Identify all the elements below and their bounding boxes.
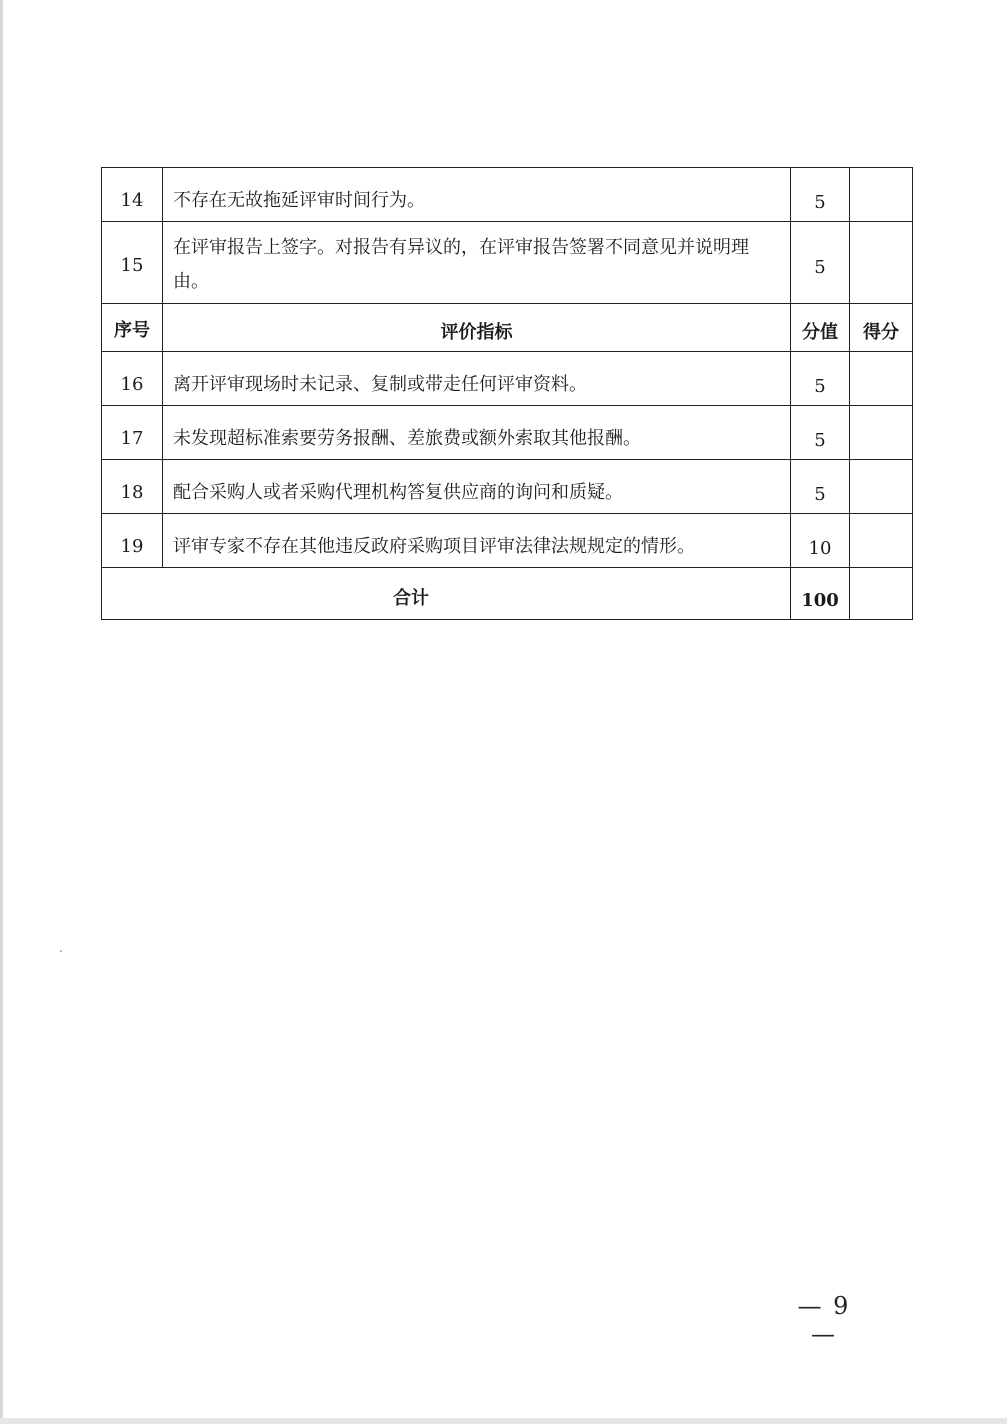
row-score-cell[interactable] (850, 460, 913, 514)
header-score: 得分 (850, 304, 913, 352)
table-row (102, 168, 913, 222)
row-number: 18 (102, 460, 163, 514)
row-indicator: 在评审报告上签字。对报告有异议的，在评审报告签署不同意见并说明理由。 (163, 222, 791, 304)
row-indicator: 评审专家不存在其他违反政府采购项目评审法律法规规定的情形。 (163, 514, 791, 568)
table-row (102, 406, 913, 460)
row-score-cell[interactable] (850, 168, 913, 222)
table-row (102, 222, 913, 304)
row-value: 5 (791, 352, 850, 406)
table-header-row (102, 304, 913, 352)
total-score-cell[interactable] (850, 568, 913, 620)
row-number: 16 (102, 352, 163, 406)
row-indicator: 不存在无故拖延评审时间行为。 (163, 168, 791, 222)
row-number: 15 (102, 222, 163, 304)
row-score-cell[interactable] (850, 352, 913, 406)
row-indicator: 配合采购人或者采购代理机构答复供应商的询问和质疑。 (163, 460, 791, 514)
scan-mark (60, 950, 62, 952)
row-indicator: 离开评审现场时未记录、复制或带走任何评审资料。 (163, 352, 791, 406)
row-score-cell[interactable] (850, 514, 913, 568)
total-value: 100 (791, 568, 850, 620)
row-number: 19 (102, 514, 163, 568)
row-value: 10 (791, 514, 850, 568)
page-number: — 9 — (797, 1292, 851, 1348)
header-value: 分值 (791, 304, 850, 352)
row-number: 14 (102, 168, 163, 222)
row-value: 5 (791, 168, 850, 222)
row-value: 5 (791, 460, 850, 514)
header-indicator: 评价指标 (163, 304, 791, 352)
total-label: 合计 (102, 568, 791, 620)
table-total-row (102, 568, 913, 620)
row-score-cell[interactable] (850, 406, 913, 460)
page-left-edge (0, 0, 3, 1424)
table-row (102, 460, 913, 514)
row-value: 5 (791, 222, 850, 304)
row-indicator: 未发现超标准索要劳务报酬、差旅费或额外索取其他报酬。 (163, 406, 791, 460)
evaluation-table (101, 167, 913, 620)
page-bottom-edge (0, 1418, 1007, 1424)
table-row (102, 352, 913, 406)
row-number: 17 (102, 406, 163, 460)
row-value: 5 (791, 406, 850, 460)
header-num: 序号 (102, 304, 163, 352)
table-row (102, 514, 913, 568)
row-score-cell[interactable] (850, 222, 913, 304)
